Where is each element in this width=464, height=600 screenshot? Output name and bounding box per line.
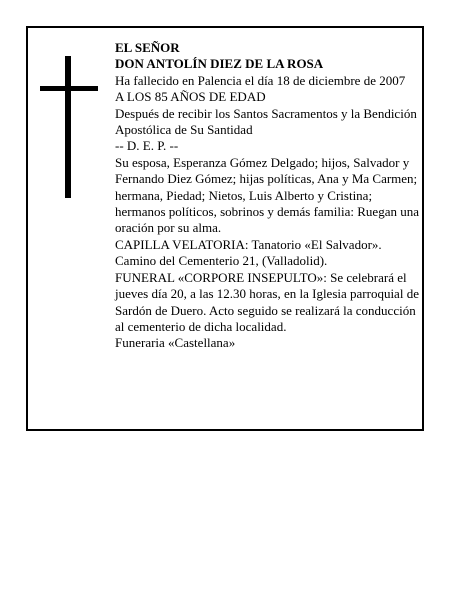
notice-text <box>115 40 423 352</box>
funeral-home-line: Funeraria «Castellana» <box>115 335 236 351</box>
family-line: Su esposa, Esperanza Gómez Delgado; hijos, Salvador y Fernando Diez Gómez; hijas políticas, Ana y Ma Carmen; hermana, Piedad; Nietos, Luis Alberto y Cristina; hermanos políticos, sobrinos y demás familia: Ruegan una oración por su alma. <box>115 154 419 236</box>
chapel-line: CAPILLA VELATORIA: Tanatorio «El Salvador». Camino del Cementerio 21, (Valladolid). <box>115 236 382 269</box>
sacraments-line: Después de recibir los Santos Sacramentos y la Bendición Apostólica de Su Santidad <box>115 105 417 138</box>
death-info: Ha fallecido en Palencia el día 18 de diciembre de 2007 <box>115 72 406 88</box>
funeral-line: FUNERAL «CORPORE INSEPULTO»: Se celebrará el jueves día 20, a las 12.30 horas, en la Iglesia parroquial de Sardón de Duero. Acto seguido se realizará la conducción al cementerio de dicha localidad. <box>115 269 419 334</box>
latin-cross-icon <box>40 56 98 198</box>
cross-vertical-bar <box>65 56 71 198</box>
age-line: A LOS 85 AÑOS DE EDAD <box>115 89 266 105</box>
cross-horizontal-bar <box>40 86 98 91</box>
deceased-name: DON ANTOLÍN DIEZ DE LA ROSA <box>115 56 324 72</box>
rip-line: -- D. E. P. -- <box>115 138 179 154</box>
deceased-title: EL SEÑOR <box>115 40 180 55</box>
obituary-notice <box>26 26 424 431</box>
